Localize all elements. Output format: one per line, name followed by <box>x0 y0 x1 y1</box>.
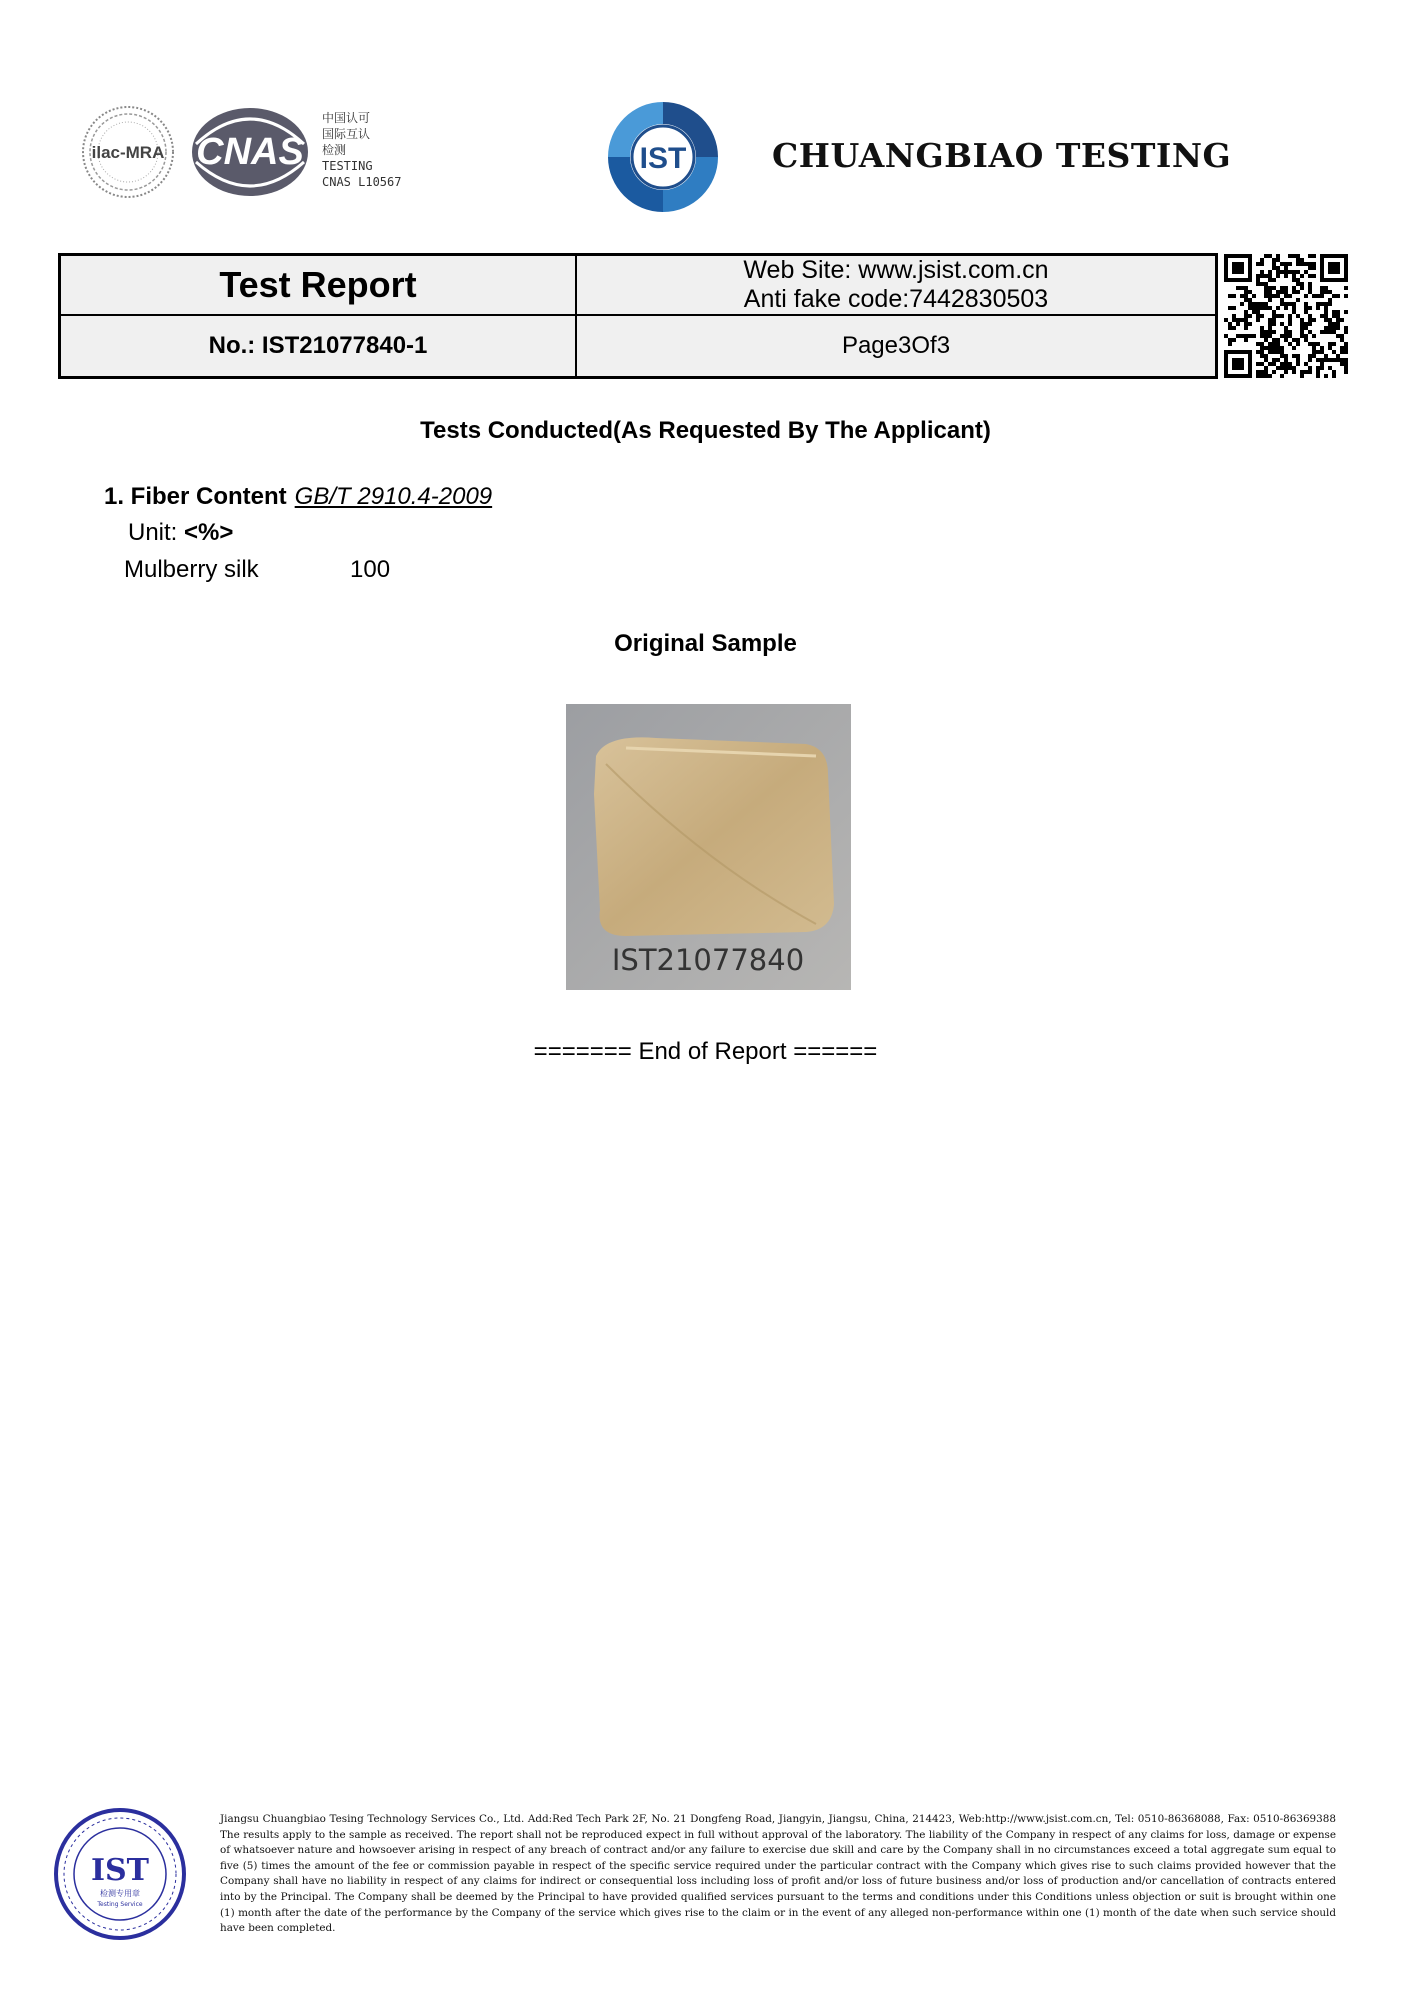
unit-label: Unit: <box>128 519 185 546</box>
unit-value: <%> <box>184 519 234 546</box>
tests-heading: Tests Conducted(As Requested By The Applicant) <box>420 417 991 444</box>
ilac-mra-logo-icon <box>80 104 176 200</box>
cnas-logo-icon <box>186 104 314 200</box>
ilac-logo-text: ilac-MRA <box>91 143 165 162</box>
report-title-cell <box>61 256 577 316</box>
report-number-cell <box>61 316 577 376</box>
sample-photo <box>566 704 851 990</box>
seal-subtext-2: Testing Service <box>97 1901 143 1908</box>
cnas-line: 国际互认 <box>322 127 371 141</box>
anti-fake-code: Anti fake code:7442830503 <box>743 285 1049 313</box>
end-of-report: ======= End of Report ====== <box>533 1038 878 1065</box>
ist-logo-icon <box>604 98 722 216</box>
cnas-line: 检测 <box>322 143 347 157</box>
cnas-line: TESTING <box>322 159 373 173</box>
ist-seal-icon <box>52 1806 188 1942</box>
ist-logo-text: IST <box>639 142 687 175</box>
sample-heading: Original Sample <box>614 630 797 657</box>
qr-code-icon <box>1224 254 1348 378</box>
cnas-line: CNAS L10567 <box>322 175 402 189</box>
website-cell <box>577 256 1215 316</box>
page-number-cell <box>577 316 1215 376</box>
report-title: Test Report <box>219 264 417 305</box>
company-name: CHUANGBIAO TESTING <box>772 136 1232 175</box>
website-text: Web Site: www.jsist.com.cn <box>743 256 1049 284</box>
unit-row <box>128 519 233 547</box>
report-header-table <box>58 253 1218 379</box>
sample-photo-label: IST21077840 <box>611 943 805 977</box>
fiber-value: 100 <box>350 556 391 583</box>
seal-subtext: 检测专用章 <box>100 1889 140 1898</box>
fiber-standard: GB/T 2910.4-2009 <box>294 483 493 510</box>
cnas-accreditation-text <box>322 110 401 190</box>
seal-text: IST <box>90 1853 150 1888</box>
cnas-line: 中国认可 <box>322 111 371 125</box>
fiber-content-label: 1. Fiber Content <box>104 483 287 510</box>
cnas-logo-text: CNAS <box>196 131 304 173</box>
page-number: Page3Of3 <box>841 332 951 359</box>
fiber-name: Mulberry silk <box>124 556 259 583</box>
fiber-content-row <box>104 483 492 511</box>
report-number: No.: IST21077840-1 <box>208 332 428 359</box>
footer-disclaimer: Jiangsu Chuangbiao Tesing Technology Services Co., Ltd. Add:Red Tech Park 2F, No. 21 Dongfeng Road, Jiangyin, Jiangsu, China, 214423, Web:http://www.jsist.com.cn, Tel: 0510-86368088, Fax: 0510-86369388 The results apply to the sample as received. The report shall not be reproduced expect in full without approval of the laboratory. The liability of the Company in respect of any claims for loss, damage or expense of whatsoever nature and howsoever arising in respect of any breach of contract and/or any failure to exercise due skill and care by the Company shall in no circumstances exceed a total aggregate sum equal to five (5) times the amount of the fee or commission payable in respect of the specific service required under the particular contract with the Company which gives rise to such claims provided however that the Company shall have no liability in respect of any claims for indirect or consequential loss including loss of profit and/or loss of future business and/or loss of production and/or cancellation of contracts entered into by the Principal. The Company shall be deemed by the Principal to have provided qualified services pursuant to the terms and conditions under this Conditions unless objection or suit is brought within one (1) month after the date of the performance by the Company of the service which gives rise to the claim or in the event of any alleged non-performance within one (1) month of the date when such service should have been completed. <box>220 1813 1336 1935</box>
